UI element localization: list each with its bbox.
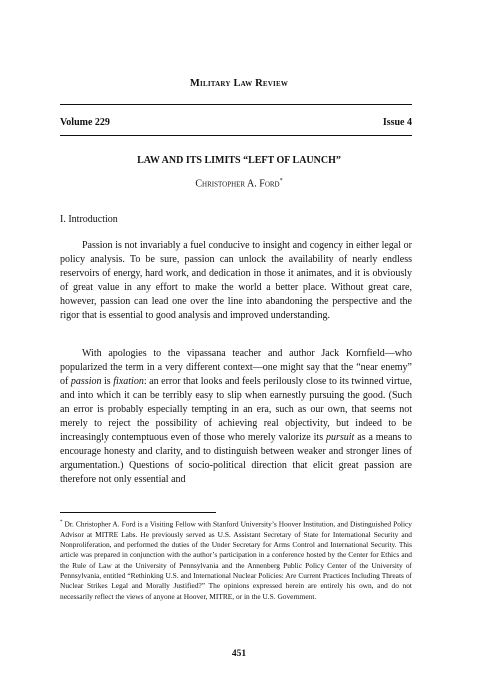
issue-label: Issue 4 [382, 117, 412, 128]
p2-text-a: With apologies to the vipassana teacher and author Jack Kornfield—who popularized the term in a very different context—one might say that the “near enemy” of [60, 348, 412, 387]
header-rule-bottom [60, 135, 412, 136]
journal-header [0, 78, 478, 89]
p2-text-b: is [101, 376, 114, 387]
author-footnote-marker: * [279, 178, 283, 184]
article-author [0, 178, 478, 189]
article-title: LAW AND ITS LIMITS “LEFT OF LAUNCH” [137, 155, 341, 166]
p2-emphasis-fixation: fixation [113, 376, 144, 387]
p2-text-c: : an error that looks and feels perilously close to its twinned virtue, and into which it can be terribly easy to slip when earnestly pursuing the good. (Such an error is probably especially tempting in an era, such as our own, that seems not merely to reject the possibility of achieving real objectivity, but indeed to be increasingly contemptuous even of those who merely valorize its [60, 376, 413, 443]
footnote [60, 518, 412, 602]
footnote-marker: * [60, 520, 63, 525]
page-number: 451 [231, 649, 247, 659]
volume-label: Volume 229 [60, 117, 110, 128]
p2-emphasis-passion: passion [70, 376, 102, 387]
body-paragraph-2 [60, 347, 412, 487]
header-rule-top [60, 104, 412, 105]
author-name: Christopher A. Ford [195, 178, 280, 190]
volume-row [60, 117, 412, 128]
footnote-text: Dr. Christopher A. Ford is a Visiting Fellow with Stanford University’s Hoover Institution, and Distinguished Policy Advisor at MITRE Labs. He previously served as U.S. Assistant Secretary of State for International Security and Nonproliferation, and performed the duties of the Under Secretary for Arms Control and International Security. This article was prepared in conjunction with the author’s participation in a conference hosted by the Center for Ethics and the Rule of Law at the University of Pennsylvania and the Annenberg Public Policy Center of the University of Pennsylvania, entitled “Rethinking U.S. and International Nuclear Policies: Are Current Practices Including Threats of Nuclear Strikes Legal and Morally Justified?” The opinions expressed herein are entirely his own, and do not necessarily reflect the views of anyone at Hoover, MITRE, or in the U.S. Government. [60, 519, 412, 601]
footnote-rule [60, 512, 216, 513]
p2-text-d: as a means to encourage honesty and clarity, and to distinguish between weaker and stronger lines of argumentation.) Questions of socio-political direction that elicit great passion are therefore not only essential and [60, 432, 412, 485]
section-heading: I. Introduction [60, 214, 118, 225]
body-paragraph-1: Passion is not invariably a fuel conducive to insight and cogency in either legal or policy analysis. To be sure, passion can unlock the availability of nearly endless reservoirs of energy, hard work, and dedication in those it animates, and it is obviously of great value in any effort to make the world a better place. Without great care, however, passion can lead one over the line into abandoning the perspective and the rigor that is essential to good analysis and improved understanding. [60, 240, 412, 321]
p2-emphasis-pursuit: pursuit [325, 432, 355, 443]
journal-name: Military Law Review [189, 78, 289, 89]
